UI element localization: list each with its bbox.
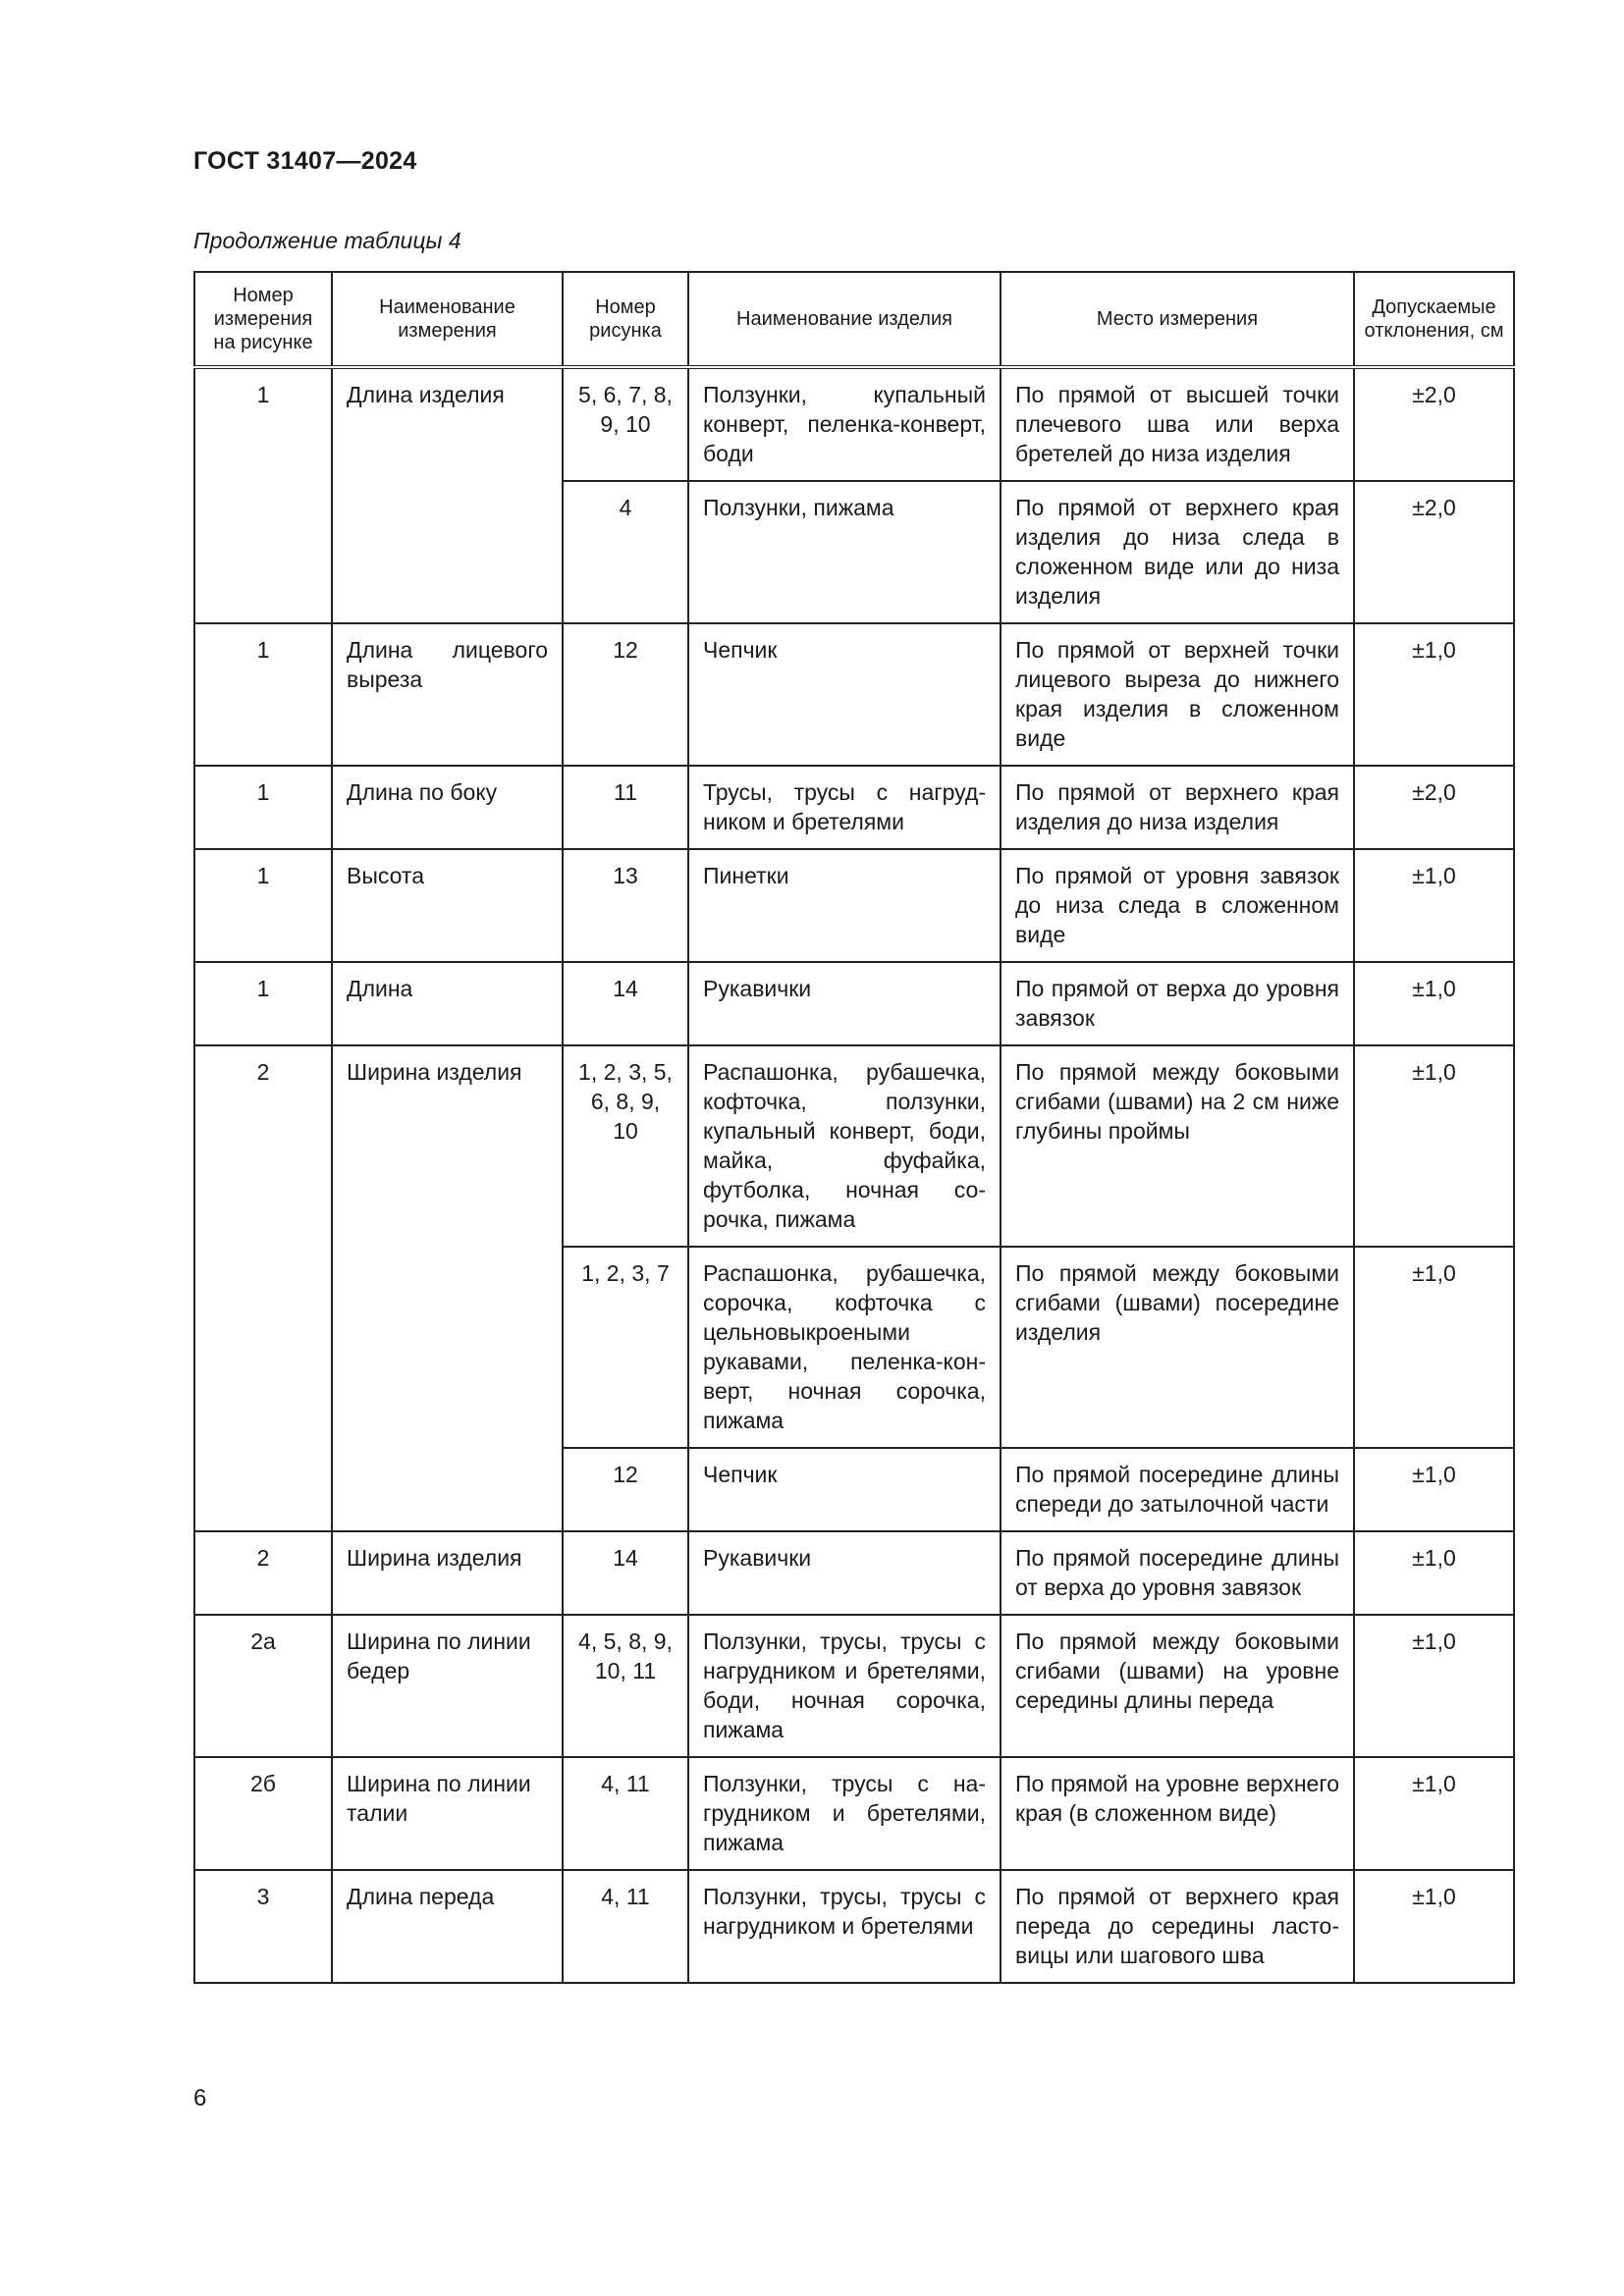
table-row xyxy=(194,1531,1514,1615)
cell-measure-number: 1 xyxy=(194,962,332,1045)
cell-tolerance: ±1,0 xyxy=(1354,849,1514,962)
table-header-row xyxy=(194,272,1514,367)
column-header: Допускаемые отклонения, см xyxy=(1354,272,1514,367)
cell-figure-number: 1, 2, 3, 5, 6, 8, 9, 10 xyxy=(563,1045,688,1247)
cell-measure-place: По прямой на уровне верхнего края (в сложенном виде) xyxy=(1001,1757,1354,1870)
cell-figure-number: 4, 5, 8, 9, 10, 11 xyxy=(563,1615,688,1757)
cell-measure-number: 2 xyxy=(194,1531,332,1615)
cell-figure-number: 5, 6, 7, 8, 9, 10 xyxy=(563,367,688,481)
cell-item-name: Чепчик xyxy=(688,1448,1001,1531)
cell-measure-name: Ширина изделия xyxy=(332,1045,563,1531)
table-row xyxy=(194,766,1514,849)
cell-item-name: Ползунки, трусы с нагрудником и бретелями, пижама xyxy=(688,1757,1001,1870)
cell-figure-number: 1, 2, 3, 7 xyxy=(563,1247,688,1448)
cell-item-name: Трусы, трусы с нагрудником и бретелями xyxy=(688,766,1001,849)
table-row xyxy=(194,1045,1514,1247)
cell-item-name: Ползунки, пижама xyxy=(688,481,1001,623)
measurements-table xyxy=(193,271,1515,1984)
table-continuation-caption: Продолжение таблицы 4 xyxy=(193,228,461,253)
cell-measure-name: Длина xyxy=(332,962,563,1045)
cell-measure-name: Длина изделия xyxy=(332,367,563,623)
cell-figure-number: 4, 11 xyxy=(563,1757,688,1870)
cell-measure-place: По прямой от верхней точки лицевого выреза до нижнего края изделия в сложенном виде xyxy=(1001,623,1354,766)
table-row xyxy=(194,367,1514,481)
column-header: Наименование изделия xyxy=(688,272,1001,367)
cell-tolerance: ±1,0 xyxy=(1354,1870,1514,1983)
cell-measure-place: По прямой от уровня завязок до низа следа в сложенном виде xyxy=(1001,849,1354,962)
column-header: Место измерения xyxy=(1001,272,1354,367)
cell-measure-name: Ширина по линии бедер xyxy=(332,1615,563,1757)
cell-measure-number: 1 xyxy=(194,849,332,962)
cell-tolerance: ±1,0 xyxy=(1354,1531,1514,1615)
table-row xyxy=(194,1870,1514,1983)
cell-measure-name: Длина лицевого выреза xyxy=(332,623,563,766)
cell-measure-place: По прямой между боковыми сгибами (швами) на 2 см ниже глубины проймы xyxy=(1001,1045,1354,1247)
cell-measure-place: По прямой от верхнего края переда до середины ластовицы или шагового шва xyxy=(1001,1870,1354,1983)
cell-measure-name: Длина переда xyxy=(332,1870,563,1983)
cell-figure-number: 12 xyxy=(563,1448,688,1531)
cell-item-name: Ползунки, трусы, трусы с нагрудником и бретелями xyxy=(688,1870,1001,1983)
cell-measure-number: 1 xyxy=(194,623,332,766)
cell-figure-number: 14 xyxy=(563,962,688,1045)
cell-measure-name: Длина по боку xyxy=(332,766,563,849)
cell-tolerance: ±1,0 xyxy=(1354,1448,1514,1531)
cell-tolerance: ±1,0 xyxy=(1354,1615,1514,1757)
cell-figure-number: 4 xyxy=(563,481,688,623)
cell-measure-name: Высота xyxy=(332,849,563,962)
cell-tolerance: ±2,0 xyxy=(1354,481,1514,623)
cell-measure-number: 1 xyxy=(194,766,332,849)
cell-item-name: Пинетки xyxy=(688,849,1001,962)
cell-measure-number: 2б xyxy=(194,1757,332,1870)
cell-item-name: Распашонка, рубашечка, сорочка, кофточка с цельновыкроеными рукавами, пеленка-конверт, ночная сорочка, пижама xyxy=(688,1247,1001,1448)
cell-figure-number: 11 xyxy=(563,766,688,849)
cell-measure-place: По прямой от верхнего края изделия до низа следа в сложенном виде или до низа изделия xyxy=(1001,481,1354,623)
cell-tolerance: ±1,0 xyxy=(1354,623,1514,766)
cell-measure-number: 2а xyxy=(194,1615,332,1757)
cell-figure-number: 12 xyxy=(563,623,688,766)
cell-measure-place: По прямой между боковыми сгибами (швами) посередине изделия xyxy=(1001,1247,1354,1448)
cell-item-name: Чепчик xyxy=(688,623,1001,766)
cell-measure-name: Ширина по линии талии xyxy=(332,1757,563,1870)
column-header: Номер рисунка xyxy=(563,272,688,367)
cell-measure-name: Ширина изделия xyxy=(332,1531,563,1615)
cell-figure-number: 14 xyxy=(563,1531,688,1615)
cell-figure-number: 4, 11 xyxy=(563,1870,688,1983)
cell-item-name: Распашонка, рубашечка, кофточка, ползунки, купальный конверт, боди, майка, фуфайка, футболка, ночная сорочка, пижама xyxy=(688,1045,1001,1247)
cell-item-name: Ползунки, трусы, трусы с нагрудником и бретелями, боди, ночная сорочка, пижама xyxy=(688,1615,1001,1757)
table-row xyxy=(194,1615,1514,1757)
cell-tolerance: ±2,0 xyxy=(1354,766,1514,849)
cell-tolerance: ±1,0 xyxy=(1354,962,1514,1045)
cell-measure-place: По прямой от высшей точки плечевого шва или верха бретелей до низа изделия xyxy=(1001,367,1354,481)
cell-item-name: Рукавички xyxy=(688,962,1001,1045)
table-row xyxy=(194,962,1514,1045)
cell-figure-number: 13 xyxy=(563,849,688,962)
cell-measure-place: По прямой посередине длины спереди до затылочной части xyxy=(1001,1448,1354,1531)
cell-tolerance: ±1,0 xyxy=(1354,1757,1514,1870)
cell-item-name: Ползунки, купальный конверт, пеленка-конверт, боди xyxy=(688,367,1001,481)
cell-measure-number: 2 xyxy=(194,1045,332,1531)
page-number: 6 xyxy=(193,2085,207,2111)
cell-item-name: Рукавички xyxy=(688,1531,1001,1615)
column-header: Номер измерения на рисунке xyxy=(194,272,332,367)
cell-tolerance: ±1,0 xyxy=(1354,1247,1514,1448)
cell-measure-place: По прямой между боковыми сгибами (швами) на уровне середины длины переда xyxy=(1001,1615,1354,1757)
cell-measure-place: По прямой посередине длины от верха до уровня завязок xyxy=(1001,1531,1354,1615)
cell-measure-place: По прямой от верха до уровня завязок xyxy=(1001,962,1354,1045)
document-standard-title: ГОСТ 31407—2024 xyxy=(193,147,417,175)
table-row xyxy=(194,849,1514,962)
table-row xyxy=(194,1757,1514,1870)
cell-tolerance: ±2,0 xyxy=(1354,367,1514,481)
cell-measure-number: 3 xyxy=(194,1870,332,1983)
column-header: Наименование измерения xyxy=(332,272,563,367)
cell-measure-number: 1 xyxy=(194,367,332,623)
table-row xyxy=(194,623,1514,766)
cell-measure-place: По прямой от верхнего края изделия до низа изделия xyxy=(1001,766,1354,849)
cell-tolerance: ±1,0 xyxy=(1354,1045,1514,1247)
